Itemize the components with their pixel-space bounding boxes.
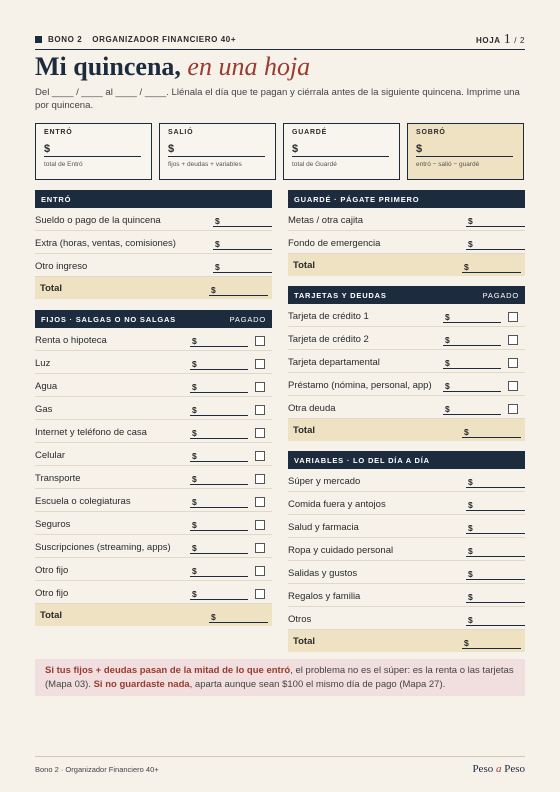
variable-row <box>288 584 525 607</box>
summary-label: SALIÓ <box>168 129 194 136</box>
income-row <box>35 254 272 277</box>
total-field[interactable]: $ <box>209 612 268 623</box>
expense-row <box>35 351 272 374</box>
section-header <box>288 451 525 469</box>
brand-word-1: Peso <box>472 763 494 775</box>
amount-field[interactable]: $ <box>466 569 525 580</box>
amount-field[interactable]: $ <box>213 262 272 273</box>
brand-word-2: Peso <box>504 763 525 775</box>
summary-label: GUARDÉ <box>292 129 328 136</box>
amount-field[interactable]: $ <box>190 382 248 393</box>
paid-checkbox[interactable] <box>508 381 518 391</box>
row-label: Otro fijo <box>35 588 69 599</box>
summary-entro <box>35 123 152 180</box>
amount-field[interactable]: $ <box>443 404 501 415</box>
paid-checkbox[interactable] <box>508 335 518 345</box>
savings-row <box>288 231 525 254</box>
expense-row <box>35 535 272 558</box>
callout-text-1: , el problema no es el súper: es la renta o las tarjetas (Mapa 03). <box>45 665 514 690</box>
expense-row <box>35 397 272 420</box>
debt-row <box>288 304 525 327</box>
debt-row <box>288 373 525 396</box>
total-label: Total <box>293 260 315 271</box>
amount-field[interactable]: $ <box>443 358 501 369</box>
amount-field[interactable]: $ <box>213 239 272 250</box>
summary-note: total de Guardé <box>292 161 337 168</box>
row-label: Regalos y familia <box>288 591 361 602</box>
row-label: Seguros <box>35 519 71 530</box>
expense-row <box>35 374 272 397</box>
section-header <box>35 310 272 328</box>
row-label: Internet y teléfono de casa <box>35 427 147 438</box>
paid-checkbox[interactable] <box>255 543 265 553</box>
row-label: Tarjeta departamental <box>288 357 380 368</box>
row-label: Sueldo o pago de la quincena <box>35 215 161 226</box>
entro-section <box>35 190 272 299</box>
total-field[interactable]: $ <box>462 427 521 438</box>
page-indicator <box>476 32 525 48</box>
amount-field[interactable]: $ <box>443 335 501 346</box>
row-label: Luz <box>35 358 51 369</box>
section-header <box>35 190 272 208</box>
square-icon <box>35 36 42 43</box>
total-row <box>288 254 525 276</box>
amount-field[interactable]: $ <box>190 405 248 416</box>
row-label: Tarjeta de crédito 2 <box>288 334 369 345</box>
total-field[interactable]: $ <box>462 262 521 273</box>
amount-field[interactable]: $ <box>466 546 525 557</box>
summary-salio <box>159 123 276 180</box>
fijos-section <box>35 310 272 626</box>
summary-note: entró − salió − guardé <box>416 161 480 168</box>
total-label: Total <box>293 425 315 436</box>
total-field[interactable]: $ <box>209 285 268 296</box>
amount-field[interactable]: $ <box>213 216 272 227</box>
amount-field[interactable]: $ <box>466 239 525 250</box>
paid-checkbox[interactable] <box>508 358 518 368</box>
row-label: Tarjeta de crédito 1 <box>288 311 369 322</box>
row-label: Renta o hipoteca <box>35 335 107 346</box>
paid-checkbox[interactable] <box>255 405 265 415</box>
income-row <box>35 231 272 254</box>
amount-field[interactable]: $ <box>443 381 501 392</box>
callout-bold-2: Si no guardaste nada <box>93 679 190 690</box>
amount-field[interactable]: $ <box>466 216 525 227</box>
row-label: Otra deuda <box>288 403 336 414</box>
expense-row <box>35 443 272 466</box>
expense-row <box>35 512 272 535</box>
amount-field[interactable]: $ <box>190 497 248 508</box>
paid-checkbox[interactable] <box>508 404 518 414</box>
paid-checkbox[interactable] <box>255 451 265 461</box>
row-label: Extra (horas, ventas, comisiones) <box>35 238 176 249</box>
amount-field[interactable]: $ <box>190 543 248 554</box>
amount-field[interactable]: $ <box>466 523 525 534</box>
total-row <box>288 419 525 441</box>
row-label: Transporte <box>35 473 81 484</box>
summary-guarde <box>283 123 400 180</box>
header-subtitle: ORGANIZADOR FINANCIERO 40+ <box>92 35 237 44</box>
row-label: Salidas y gustos <box>288 568 358 579</box>
paid-checkbox[interactable] <box>255 474 265 484</box>
amount-field[interactable]: $ <box>466 477 525 488</box>
summary-note: total de Entró <box>44 161 83 168</box>
tarjetas-section <box>288 286 525 441</box>
expense-row <box>35 489 272 512</box>
hoja-label: HOJA <box>476 35 501 45</box>
guarde-section <box>288 190 525 276</box>
savings-row <box>288 208 525 231</box>
section-title: GUARDÉ · PÁGATE PRIMERO <box>294 194 420 204</box>
tip-callout <box>35 659 525 696</box>
paid-checkbox[interactable] <box>508 312 518 322</box>
page-title <box>35 52 310 82</box>
paid-checkbox[interactable] <box>255 520 265 530</box>
row-label: Suscripciones (streaming, apps) <box>35 542 171 553</box>
callout-bold-1: Si tus fijos + deudas pasan de la mitad de lo que entró <box>45 665 291 676</box>
row-label: Súper y mercado <box>288 476 361 487</box>
section-title: ENTRÓ <box>41 194 72 204</box>
paid-checkbox[interactable] <box>255 359 265 369</box>
amount-field[interactable]: $ <box>466 615 525 626</box>
section-header <box>288 286 525 304</box>
total-label: Total <box>293 636 315 647</box>
total-row <box>35 604 272 626</box>
amount-field[interactable]: $ <box>190 474 248 485</box>
debt-row <box>288 327 525 350</box>
income-row <box>35 208 272 231</box>
paid-checkbox[interactable] <box>255 589 265 599</box>
section-title: FIJOS · SALGAS O NO SALGAS <box>41 314 176 324</box>
row-label: Fondo de emergencia <box>288 238 381 249</box>
variable-row <box>288 469 525 492</box>
row-label: Otro fijo <box>35 565 69 576</box>
summary-label: SOBRÓ <box>416 129 446 136</box>
summary-field[interactable]: $ <box>168 143 265 157</box>
amount-field[interactable]: $ <box>466 592 525 603</box>
brand-logo <box>472 763 525 775</box>
brand-a: a <box>495 763 502 775</box>
amount-field[interactable]: $ <box>190 359 248 370</box>
paid-checkbox[interactable] <box>255 382 265 392</box>
section-title: TARJETAS Y DEUDAS <box>294 290 387 300</box>
amount-field[interactable]: $ <box>190 589 248 600</box>
total-label: Total <box>40 610 62 621</box>
variable-row <box>288 561 525 584</box>
row-label: Metas / otra cajita <box>288 215 363 226</box>
expense-row <box>35 581 272 604</box>
row-label: Otros <box>288 614 312 625</box>
summary-field[interactable]: $ <box>292 143 389 157</box>
expense-row <box>35 466 272 489</box>
summary-field[interactable]: $ <box>44 143 141 157</box>
callout-text-2: , aparta aunque sean $100 el mismo día de pago (Mapa 27). <box>189 679 446 690</box>
pagado-label: PAGADO <box>482 290 519 300</box>
amount-field[interactable]: $ <box>190 520 248 531</box>
variable-row <box>288 538 525 561</box>
row-label: Comida fuera y antojos <box>288 499 386 510</box>
total-label: Total <box>40 283 62 294</box>
summary-label: ENTRÓ <box>44 129 73 136</box>
row-label: Celular <box>35 450 66 461</box>
section-title: VARIABLES · LO DEL DÍA A DÍA <box>294 455 430 465</box>
summary-sobro <box>407 123 524 180</box>
total-row <box>288 630 525 652</box>
row-label: Salud y farmacia <box>288 522 359 533</box>
paid-checkbox[interactable] <box>255 428 265 438</box>
variable-row <box>288 515 525 538</box>
footer-label: Bono 2 · Organizador Financiero 40+ <box>35 764 159 774</box>
summary-field[interactable]: $ <box>416 143 513 157</box>
amount-field[interactable]: $ <box>190 428 248 439</box>
amount-field[interactable]: $ <box>190 451 248 462</box>
page-header <box>35 30 525 50</box>
variable-row <box>288 492 525 515</box>
row-label: Escuela o colegiaturas <box>35 496 131 507</box>
paid-checkbox[interactable] <box>255 336 265 346</box>
debt-row <box>288 396 525 419</box>
page-footer <box>35 756 525 775</box>
page-number: 1 <box>503 31 512 47</box>
summary-note: fijos + deudas + variables <box>168 161 242 168</box>
total-field[interactable]: $ <box>462 638 521 649</box>
page-total: / 2 <box>514 35 525 45</box>
expense-row <box>35 558 272 581</box>
total-row <box>35 277 272 299</box>
debt-row <box>288 350 525 373</box>
paid-checkbox[interactable] <box>255 566 265 576</box>
amount-field[interactable]: $ <box>466 500 525 511</box>
row-label: Gas <box>35 404 53 415</box>
title-main: Mi quincena, <box>35 52 181 81</box>
amount-field[interactable]: $ <box>190 566 248 577</box>
variable-row <box>288 607 525 630</box>
intro-text: Del ____ / ____ al ____ / ____. Llénala el día que te pagan y ciérrala antes de la siguiente quincena. Imprime una por quincena. <box>35 87 520 111</box>
amount-field[interactable]: $ <box>190 336 248 347</box>
row-label: Otro ingreso <box>35 261 88 272</box>
bono-label: BONO 2 <box>48 35 83 44</box>
paid-checkbox[interactable] <box>255 497 265 507</box>
row-label: Préstamo (nómina, personal, app) <box>288 380 432 391</box>
row-label: Ropa y cuidado personal <box>288 545 394 556</box>
row-label: Agua <box>35 381 58 392</box>
pagado-label: PAGADO <box>229 314 266 324</box>
title-accent: en una hoja <box>187 52 311 81</box>
variables-section <box>288 451 525 652</box>
section-header <box>288 190 525 208</box>
amount-field[interactable]: $ <box>443 312 501 323</box>
expense-row <box>35 328 272 351</box>
expense-row <box>35 420 272 443</box>
